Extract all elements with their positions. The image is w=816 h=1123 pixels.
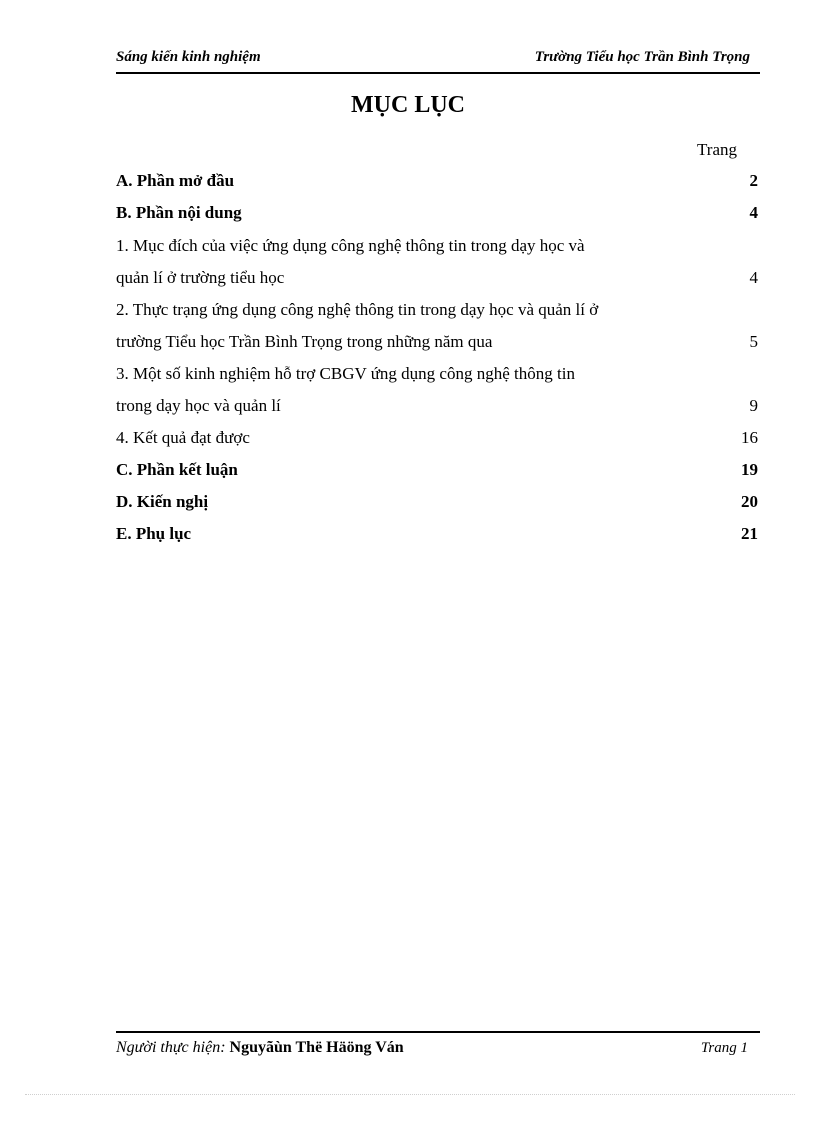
toc-entry-text: quản lí ở trường tiểu học: [116, 268, 285, 287]
toc-entry-page: 21: [741, 524, 758, 543]
toc-entry-page: 5: [749, 332, 758, 351]
toc-entry-3-line1: [116, 361, 758, 387]
toc-entry-text: 3. Một số kinh nghiệm hỗ trợ CBGV ứng dụng công nghệ thông tin: [116, 364, 575, 383]
toc-entry-2-line2: [116, 329, 758, 355]
toc-entry-d: [116, 489, 758, 515]
page-header: [116, 48, 760, 74]
footer-author-name: Nguyãùn Thë Häöng Ván: [229, 1039, 404, 1056]
toc-entry-text: 1. Mục đích của việc ứng dụng công nghệ thông tin trong dạy học và: [116, 236, 585, 255]
toc-entry-text: A. Phần mở đầu: [116, 171, 235, 190]
header-right-text: Trường Tiểu học Trần Bình Trọng: [534, 49, 750, 65]
toc-entry-text: B. Phần nội dung: [116, 203, 242, 222]
toc-entry-text: 2. Thực trạng ứng dụng công nghệ thông tin trong dạy học và quản lí ở: [116, 300, 599, 319]
toc-entry-2-line1: [116, 297, 758, 323]
toc-entry-page: 20: [741, 492, 758, 511]
toc-entry-text: trong dạy học và quản lí: [116, 396, 281, 415]
footer-author: [116, 1039, 404, 1057]
toc-entry-page: 16: [741, 428, 758, 447]
page-column-label: Trang: [697, 140, 737, 159]
toc-entry-1-line1: [116, 233, 758, 259]
footer-author-label: Người thực hiện:: [116, 1039, 226, 1056]
toc-entry-text: 4. Kết quả đạt được: [116, 428, 250, 447]
page-bottom-divider: [25, 1094, 795, 1095]
toc-entry-b: [116, 200, 758, 226]
toc-entry-page: 9: [749, 396, 758, 415]
toc-entry-page: 4: [749, 268, 758, 287]
toc-entry-page: 2: [749, 171, 758, 190]
toc-entry-4: [116, 425, 758, 451]
toc-entry-text: D. Kiến nghị: [116, 492, 209, 511]
toc-entry-page: 4: [749, 203, 758, 222]
footer-page-number: Trang 1: [700, 1040, 748, 1056]
header-left-text: Sáng kiến kinh nghiệm: [116, 49, 261, 65]
toc-entry-page: 19: [741, 460, 758, 479]
toc-entry-1-line2: [116, 265, 758, 291]
toc-entry-e: [116, 521, 758, 547]
toc-entry-3-line2: [116, 393, 758, 419]
page-title: MỤC LỤC: [351, 92, 465, 118]
toc-entry-text: trường Tiểu học Trần Bình Trọng trong những năm qua: [116, 332, 493, 351]
toc-entry-c: [116, 457, 758, 483]
toc-entry-a: [116, 168, 758, 194]
page-footer: [116, 1031, 760, 1063]
toc-entry-text: C. Phần kết luận: [116, 460, 238, 479]
toc-entry-text: E. Phụ lục: [116, 524, 192, 543]
